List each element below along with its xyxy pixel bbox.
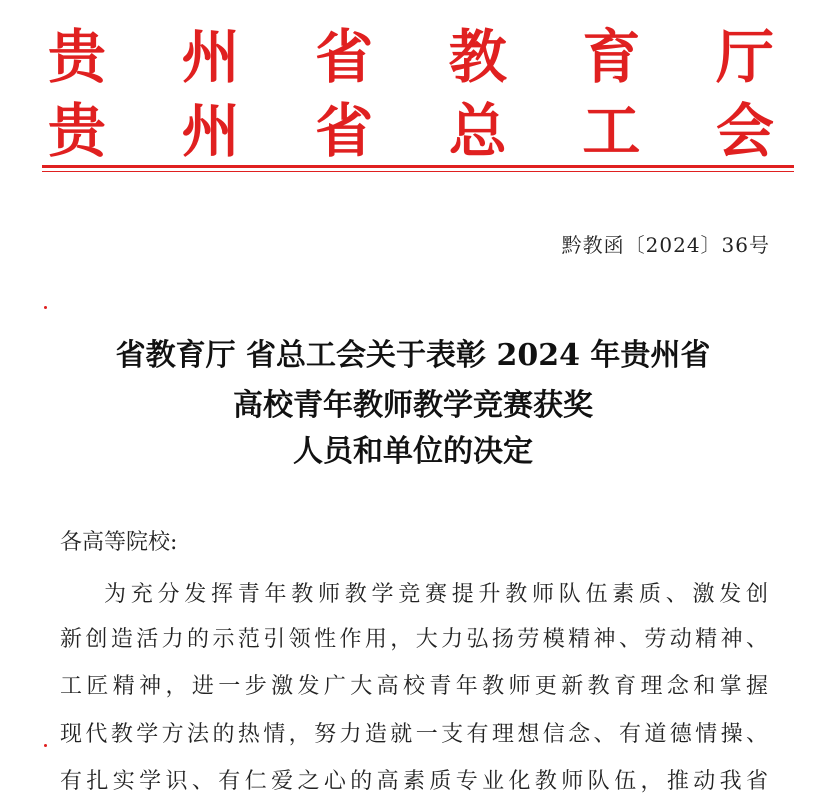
letterhead-line-education-department [46, 23, 776, 91]
document-title-line-2: 高校青年教师教学竞赛获奖 [233, 388, 593, 423]
letterhead-char: 省 [315, 97, 374, 165]
letterhead-char: 育 [582, 23, 641, 91]
letterhead-char: 教 [448, 23, 507, 91]
print-speck [44, 744, 47, 747]
letterhead-char: 州 [181, 97, 240, 165]
body-paragraph-line: 现代教学方法的热情，努力造就一支有理想信念、有道德情操、 [60, 722, 768, 747]
document-title-line-1: 省教育厅 省总工会关于表彰 2024 年贵州省 [115, 338, 711, 373]
letterhead-char: 会 [715, 97, 774, 165]
letterhead-char: 工 [582, 97, 641, 165]
body-paragraph-line: 工匠精神，进一步激发广大高校青年教师更新教育理念和掌握 [60, 674, 768, 699]
print-speck [44, 306, 47, 309]
letterhead-char: 厅 [715, 23, 774, 91]
document-number: 黔教函〔2024〕36号 [561, 233, 770, 257]
body-paragraph-line: 新创造活力的示范引领性作用，大力弘扬劳模精神、劳动精神、 [60, 627, 768, 652]
letterhead-char: 贵 [47, 97, 106, 165]
letterhead-char: 总 [448, 97, 507, 165]
letterhead-char: 州 [181, 23, 240, 91]
letterhead-char: 省 [315, 23, 374, 91]
salutation: 各高等院校: [60, 530, 178, 555]
letterhead-char: 贵 [47, 23, 106, 91]
letterhead-divider-thick [42, 165, 794, 168]
body-paragraph-line: 为充分发挥青年教师教学竞赛提升教师队伍素质、激发创 [104, 582, 768, 607]
letterhead-line-trade-union [46, 97, 776, 165]
letterhead-divider-thin [42, 171, 794, 172]
document-title-line-3: 人员和单位的决定 [293, 434, 533, 469]
body-paragraph-line: 有扎实学识、有仁爱之心的高素质专业化教师队伍，推动我省 [60, 769, 768, 794]
